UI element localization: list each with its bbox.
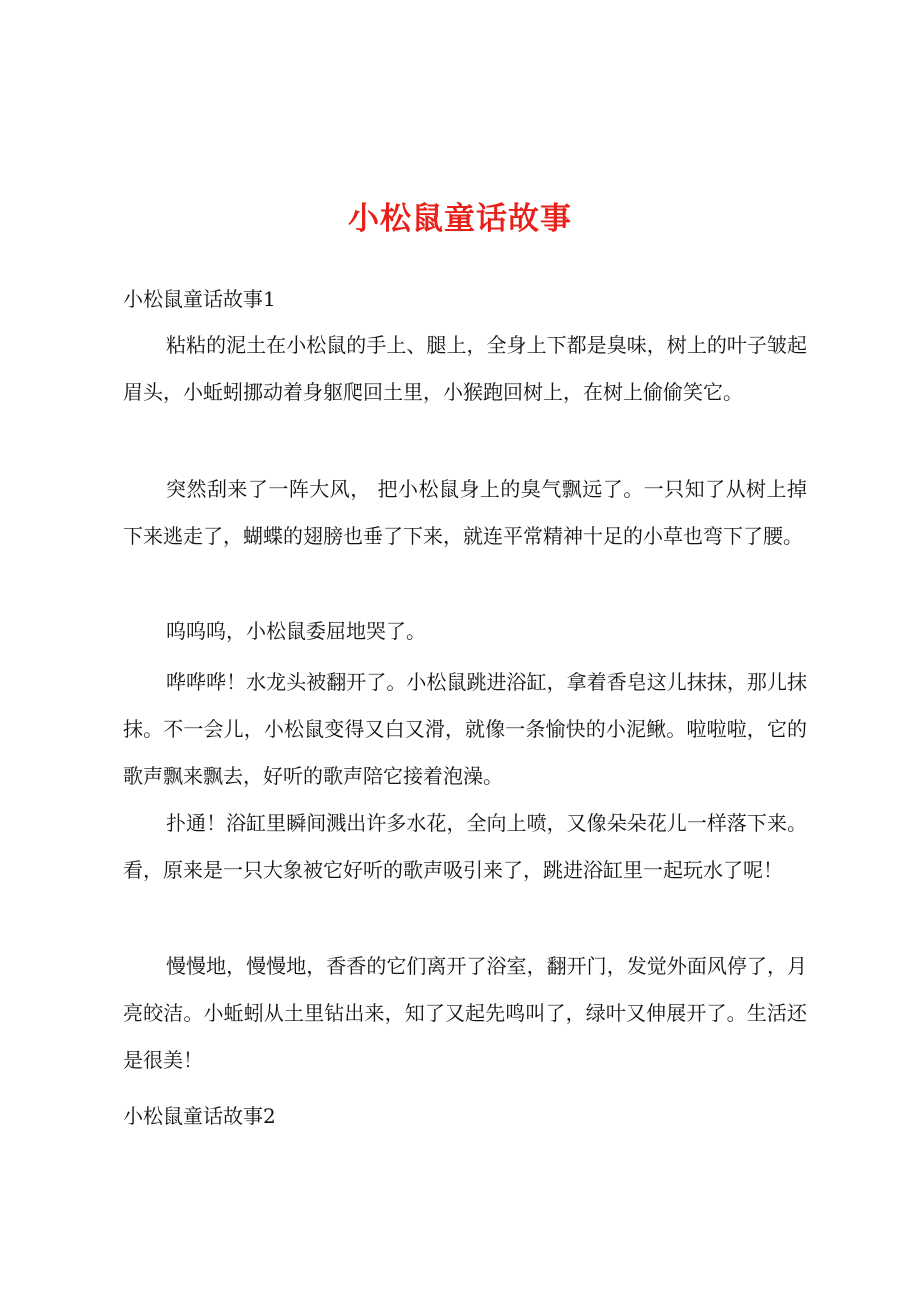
paragraph-5: 扑通！浴缸里瞬间溅出许多水花，全向上喷，又像朵朵花儿一样落下来。看，原来是一只大象被它好听的歌声吸引来了，跳进浴缸里一起玩水了呢！ [123, 811, 807, 882]
section-heading-2: 小松鼠童话故事2 [123, 1104, 276, 1128]
paragraph-4: 哗哗哗！水龙头被翻开了。小松鼠跳进浴缸，拿着香皂这儿抹抹，那儿抹抹。不一会儿，小松鼠变得又白又滑，就像一条愉快的小泥鳅。啦啦啦，它的歌声飘来飘去，好听的歌声陪它接着泡澡。 [123, 670, 807, 788]
paragraph-2: 突然刮来了一阵大风， 把小松鼠身上的臭气飘远了。一只知了从树上掉下来逃走了，蝴蝶的翅膀也垂了下来，就连平常精神十足的小草也弯下了腰。 [123, 477, 807, 548]
paragraph-3: 呜呜呜，小松鼠委屈地哭了。 [166, 619, 426, 643]
paragraph-1: 粘粘的泥土在小松鼠的手上、腿上，全身上下都是臭味，树上的叶子皱起眉头，小蚯蚓挪动着身躯爬回土里，小猴跑回树上，在树上偷偷笑它。 [123, 333, 807, 404]
section-heading-1: 小松鼠童话故事1 [123, 287, 276, 311]
paragraph-6: 慢慢地，慢慢地，香香的它们离开了浴室，翻开门，发觉外面风停了，月亮皎洁。小蚯蚓从土里钻出来，知了又起先鸣叫了，绿叶又伸展开了。生活还是很美！ [123, 954, 807, 1072]
document-title: 小松鼠童话故事 [348, 201, 572, 237]
